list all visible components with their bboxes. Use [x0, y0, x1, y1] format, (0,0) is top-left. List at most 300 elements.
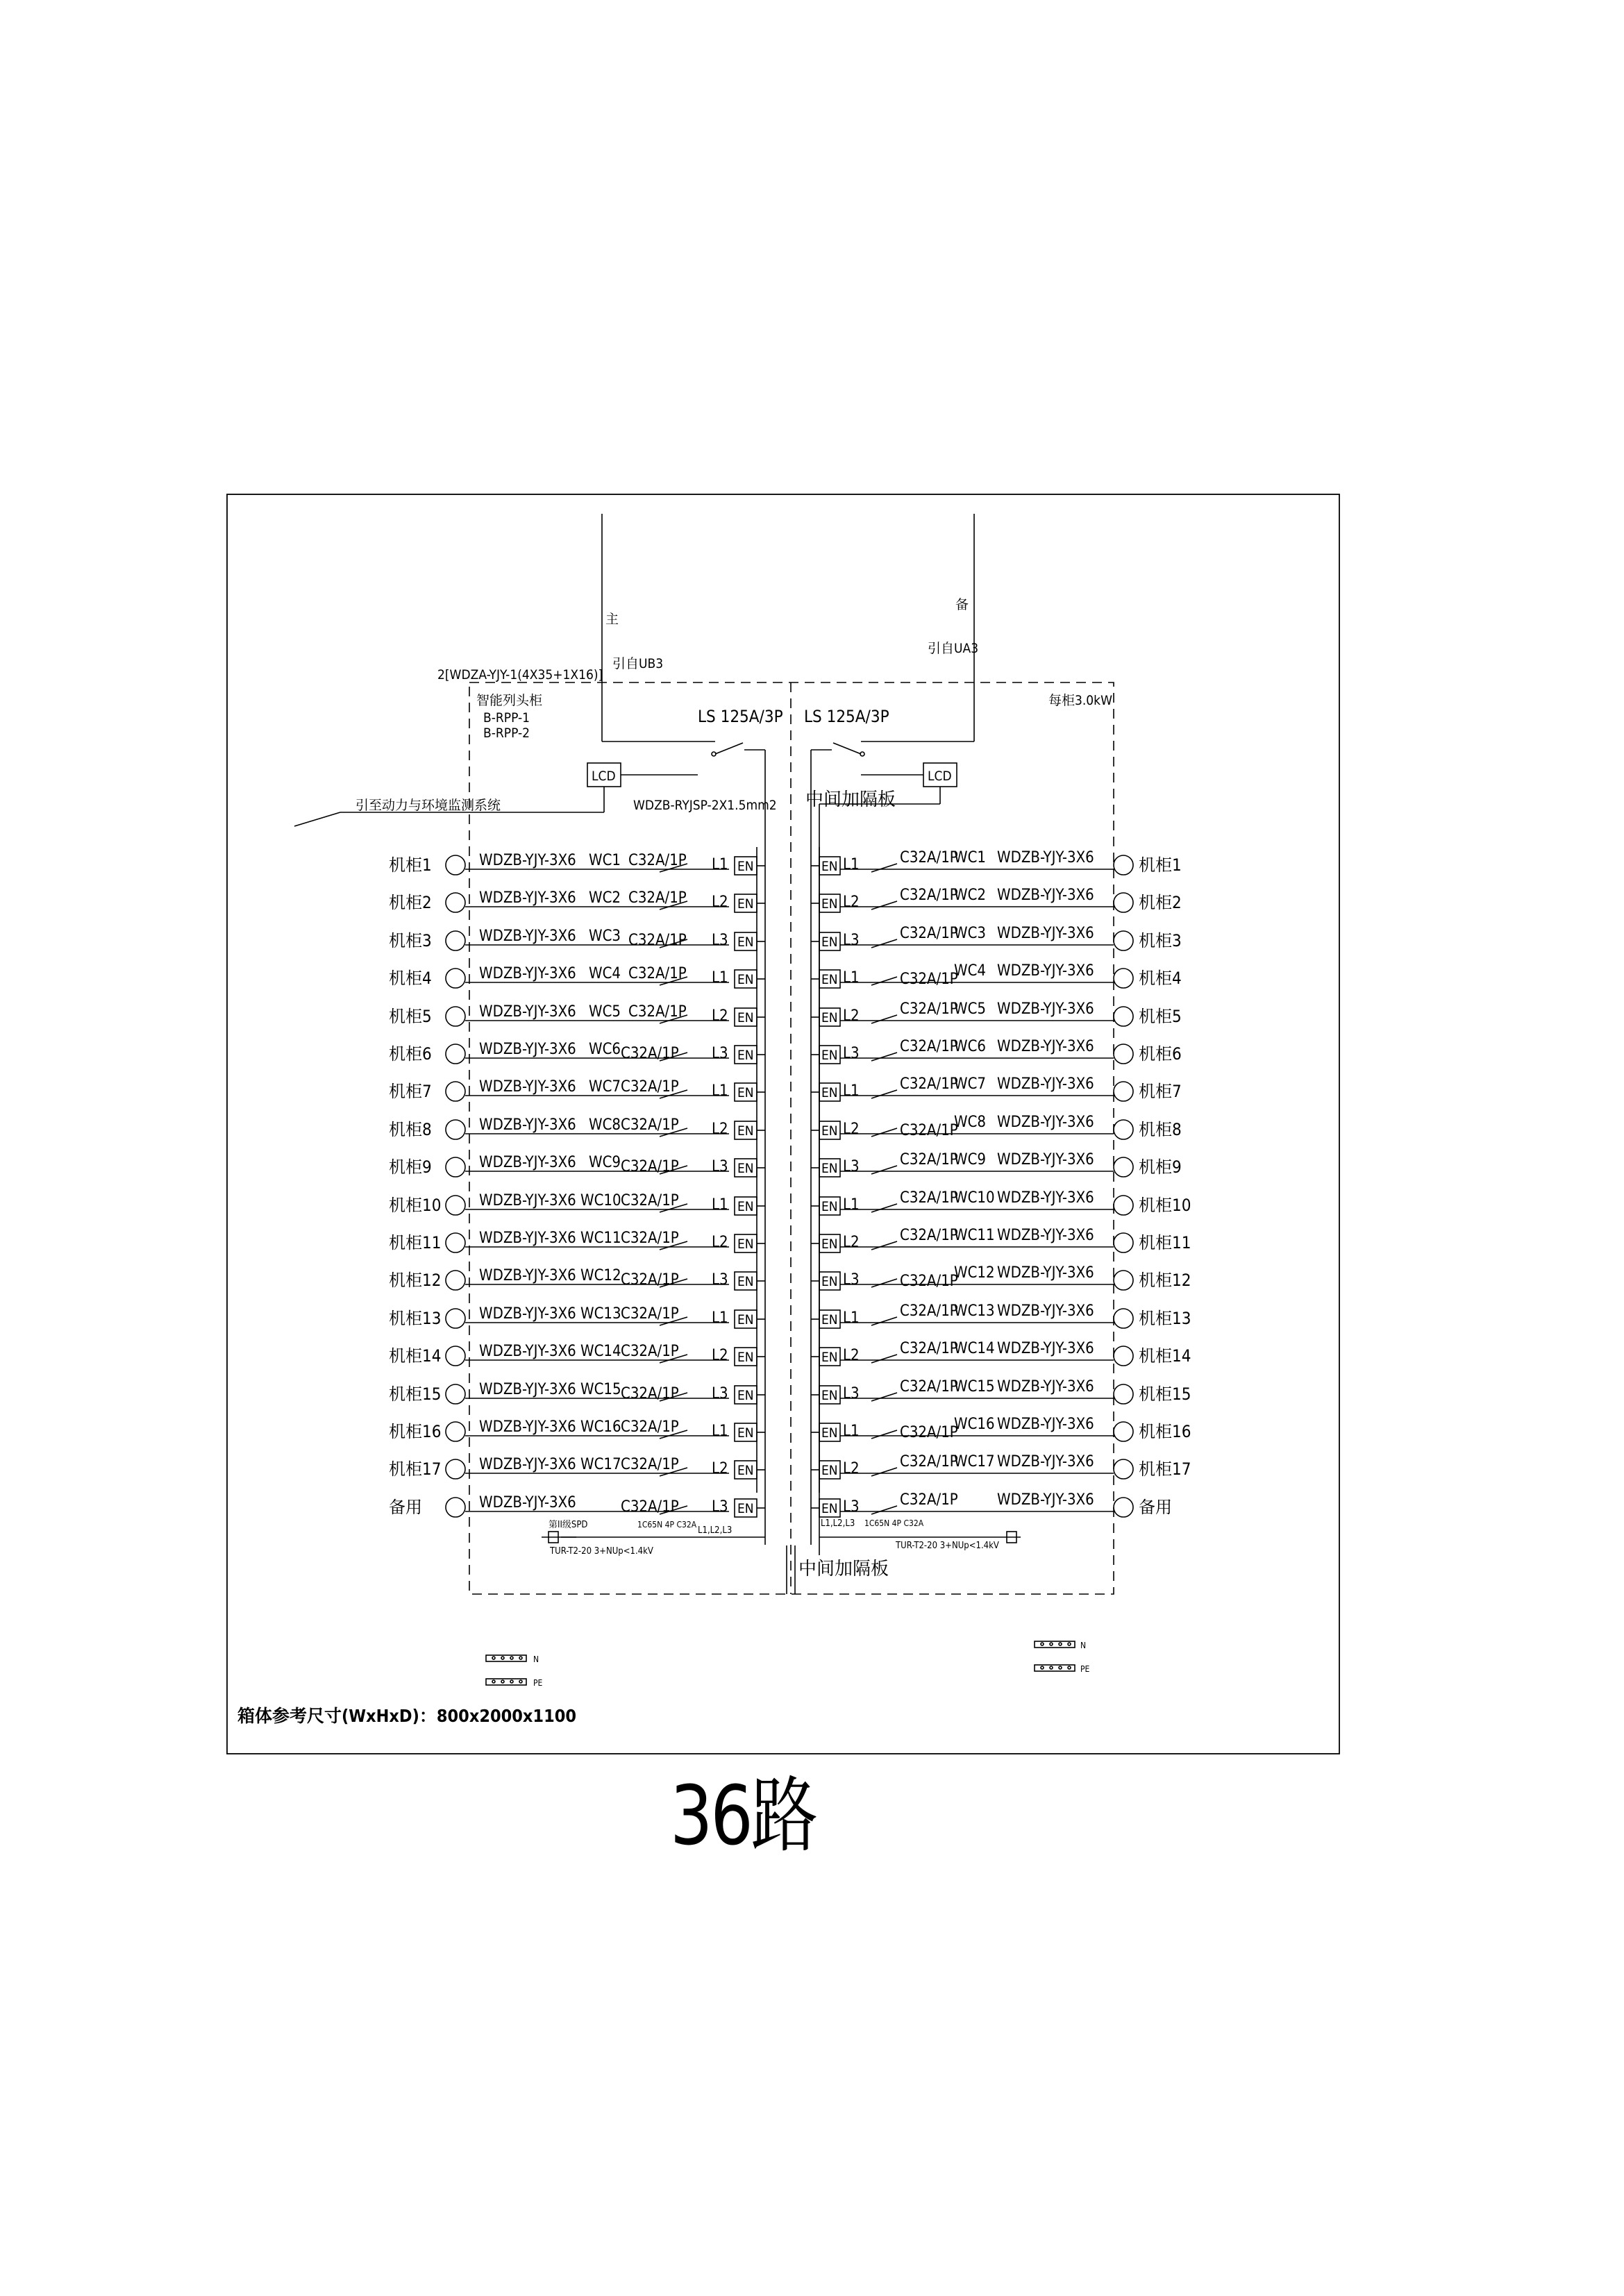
phase-label-left: L3 [712, 1385, 728, 1402]
breaker-label-right: C32A/1P [900, 849, 958, 866]
breaker-label-right: C32A/1P [900, 1302, 958, 1320]
breaker-symbol-right [871, 939, 897, 948]
cabinet-terminal-right [1114, 1309, 1133, 1328]
phase-label-left: L2 [712, 894, 728, 911]
main-breaker-left [701, 741, 765, 1545]
cabinet-terminal-right [1114, 1384, 1133, 1404]
cable-label-right: WDZB-YJY-3X6 [997, 1075, 1094, 1093]
partition-label-bottom: 中间加隔板 [798, 1559, 889, 1579]
incoming-cable-label: 2[WDZA-YJY-1(4X35+1X16)] [437, 667, 603, 682]
breaker-label-left: C32A/1P [621, 1116, 679, 1134]
busbar-pe-right-label: PE [1080, 1664, 1090, 1674]
cabinet-label-right: 机柜10 [1139, 1196, 1191, 1215]
cabinet-terminal-left [446, 1233, 465, 1252]
circuit-id-right: WC12 [954, 1264, 995, 1282]
circuit-row [389, 887, 1182, 912]
busbar-pe-right [1035, 1665, 1075, 1671]
meter-label-right: EN [821, 896, 838, 912]
cabinet-terminal-right [1114, 1346, 1133, 1366]
meter-label-left: EN [737, 1123, 754, 1139]
circuit-id-left: WC9 [589, 1154, 621, 1171]
phase-label-right: L2 [843, 1121, 860, 1138]
cable-label-left: WDZB-YJY-3X6 [479, 1267, 576, 1284]
spd-left-phases: L1,L2,L3 [698, 1525, 733, 1536]
meter-label-left: EN [737, 1312, 754, 1327]
cable-label-left: WDZB-YJY-3X6 [479, 1192, 576, 1209]
circuit-id-left: WC6 [589, 1041, 621, 1058]
breaker-label-left: C32A/1P [621, 1456, 679, 1473]
circuit-id-left: WC5 [589, 1003, 621, 1021]
cable-label-left: WDZB-YJY-3X6 [479, 1305, 576, 1323]
cabinet-label-right: 备用 [1139, 1498, 1172, 1517]
circuit-id-left: WC16 [580, 1418, 621, 1436]
cable-label-right: WDZB-YJY-3X6 [997, 1227, 1094, 1244]
monitor-leader-line [294, 812, 340, 826]
cabinet-terminal-left [446, 1384, 465, 1404]
breaker-label-left: C32A/1P [621, 1385, 679, 1402]
meter-label-left: EN [737, 1161, 754, 1176]
cabinet-label-right: 机柜5 [1139, 1007, 1182, 1026]
cable-label-right: WDZB-YJY-3X6 [997, 1114, 1094, 1131]
cabinet-label-left: 机柜4 [389, 969, 432, 988]
cable-label-right: WDZB-YJY-3X6 [997, 1340, 1094, 1357]
phase-label-right: L3 [843, 1158, 860, 1175]
breaker-label-right: C32A/1P [900, 1075, 958, 1093]
breaker-label-left: C32A/1P [621, 1158, 679, 1175]
breaker-label-left: C32A/1P [621, 1045, 679, 1062]
circuit-row [389, 1000, 1182, 1026]
cabinet-terminal-right [1114, 1498, 1133, 1517]
cabinet-label-right: 机柜6 [1139, 1044, 1182, 1064]
meter-label-right: EN [821, 1048, 838, 1063]
breaker-label-left: C32A/1P [621, 1078, 679, 1096]
circuit-id-right: WC9 [954, 1151, 986, 1168]
cabinet-terminal-right [1114, 893, 1133, 912]
cabinet-label-right: 机柜11 [1139, 1233, 1191, 1252]
cabinet-label-left: 机柜2 [389, 893, 432, 912]
circuit-row [389, 1038, 1182, 1064]
breaker-symbol-right [871, 977, 897, 985]
meter-label-right: EN [821, 1350, 838, 1365]
breaker-label-right: C32A/1P [900, 1151, 958, 1168]
phase-label-right: L3 [843, 1271, 860, 1289]
meter-label-right: EN [821, 1237, 838, 1252]
phase-label-right: L2 [843, 1347, 860, 1364]
meter-label-left: EN [737, 1199, 754, 1214]
spd-left-model: TUR-T2-20 3+NUp<1.4kV [550, 1546, 653, 1557]
busbar-pe-left [486, 1679, 526, 1685]
circuit-id-left: WC11 [580, 1230, 621, 1247]
cable-label-right: WDZB-YJY-3X6 [997, 925, 1094, 942]
cabinet-label-right: 机柜17 [1139, 1459, 1191, 1479]
circuit-row [389, 1264, 1191, 1290]
spd-right-breaker: 1C65N 4P C32A [864, 1518, 924, 1528]
cabinet-terminal-right [1114, 1271, 1133, 1290]
cabinet-label-right: 机柜13 [1139, 1309, 1191, 1328]
busbar-n-left-label: N [533, 1654, 539, 1664]
phase-label-left: L2 [712, 1460, 728, 1477]
cabinet-label-left: 机柜10 [389, 1196, 442, 1215]
meter-label-right: EN [821, 1123, 838, 1139]
meter-label-left: EN [737, 1085, 754, 1100]
cabinet-label-left: 机柜3 [389, 931, 432, 950]
phase-label-right: L1 [843, 1196, 860, 1214]
cabinet-label-right: 机柜7 [1139, 1082, 1182, 1101]
cable-label-left: WDZB-YJY-3X6 [479, 1154, 576, 1171]
circuit-id-right: WC4 [954, 962, 986, 980]
cabinet-label-right: 机柜15 [1139, 1384, 1191, 1404]
cabinet-terminal-right [1114, 1082, 1133, 1101]
panel-id-2: B-RPP-2 [483, 726, 530, 741]
phase-label-right: L3 [843, 932, 860, 949]
cabinet-label-left: 机柜9 [389, 1157, 432, 1177]
standby-feeder-source: 引自UA3 [928, 641, 979, 656]
cabinet-label-right: 机柜12 [1139, 1271, 1191, 1290]
meter-label-right: EN [821, 1010, 838, 1025]
breaker-symbol-right [871, 1468, 897, 1476]
phase-label-left: L1 [712, 1309, 728, 1327]
phase-label-right: L2 [843, 1234, 860, 1251]
panel-id-1: B-RPP-1 [483, 710, 530, 726]
breaker-label-left: C32A/1P [628, 1003, 687, 1021]
breaker-symbol-right [871, 1241, 897, 1250]
meter-label-right: EN [821, 972, 838, 987]
meter-label-left: EN [737, 1237, 754, 1252]
breaker-label-right: C32A/1P [900, 1340, 958, 1357]
cable-label-left: WDZB-YJY-3X6 [479, 1381, 576, 1398]
breaker-symbol-right [871, 1393, 897, 1401]
cable-label-right: WDZB-YJY-3X6 [997, 1453, 1094, 1470]
circuit-id-right: WC15 [954, 1378, 995, 1396]
circuit-id-right: WC17 [954, 1453, 995, 1470]
phase-label-left: L2 [712, 1347, 728, 1364]
cabinet-label-left: 机柜6 [389, 1044, 432, 1064]
page-caption: 36路 [669, 1768, 817, 1863]
meter-label-left: EN [737, 1350, 754, 1365]
cabinet-label-left: 机柜16 [389, 1422, 442, 1441]
phase-label-left: L1 [712, 1423, 728, 1440]
cabinet-label-right: 机柜1 [1139, 855, 1182, 875]
circuit-id-right: WC2 [954, 887, 986, 904]
breaker-label-left: C32A/1P [621, 1418, 679, 1436]
circuit-id-left: WC14 [580, 1343, 621, 1360]
cable-label-right: WDZB-YJY-3X6 [997, 1000, 1094, 1018]
circuit-row [389, 1416, 1191, 1441]
spd-right-phases: L1,L2,L3 [821, 1518, 855, 1529]
cabinet-terminal-right [1114, 1007, 1133, 1026]
circuit-id-left: WC12 [580, 1267, 621, 1284]
cabinet-terminal-left [446, 1422, 465, 1441]
phase-label-right: L1 [843, 1082, 860, 1100]
meter-label-right: EN [821, 1161, 838, 1176]
phase-label-left: L1 [712, 856, 728, 873]
circuit-row [389, 849, 1182, 875]
phase-label-right: L1 [843, 1423, 860, 1440]
cabinet-label-left: 机柜15 [389, 1384, 442, 1404]
cabinet-terminal-left [446, 1082, 465, 1101]
cable-label-left: WDZB-YJY-3X6 [479, 889, 576, 907]
phase-label-right: L1 [843, 856, 860, 873]
meter-label-right: EN [821, 1274, 838, 1289]
phase-label-left: L1 [712, 1196, 728, 1214]
breaker-label-right: C32A/1P [900, 1424, 958, 1441]
cable-label-left: WDZB-YJY-3X6 [479, 928, 576, 945]
circuit-row [389, 1189, 1191, 1215]
phase-label-right: L2 [843, 894, 860, 911]
cabinet-terminal-right [1114, 931, 1133, 950]
meter-label-right: EN [821, 1199, 838, 1214]
busbar-n-right-label: N [1080, 1641, 1087, 1650]
breaker-label-left: C32A/1P [621, 1271, 679, 1289]
power-note: 每柜3.0kW [1048, 693, 1112, 708]
main-feeder-source: 引自UB3 [612, 656, 664, 671]
cabinet-label-right: 机柜2 [1139, 893, 1182, 912]
breaker-symbol-right [871, 1128, 897, 1137]
meter-label-left: EN [737, 1010, 754, 1025]
cabinet-terminal-left [446, 1459, 465, 1479]
cable-label-left: WDZB-YJY-3X6 [479, 1041, 576, 1058]
cabinet-terminal-right [1114, 969, 1133, 988]
meter-label-left: EN [737, 896, 754, 912]
breaker-symbol-right [871, 864, 897, 872]
cabinet-terminal-left [446, 1007, 465, 1026]
cable-label-left: WDZB-YJY-3X6 [479, 1418, 576, 1436]
phase-label-left: L3 [712, 1158, 728, 1175]
breaker-label-left: C32A/1P [621, 1230, 679, 1247]
meter-label-left: EN [737, 1388, 754, 1403]
circuit-row [389, 1340, 1191, 1366]
meter-label-left: EN [737, 1048, 754, 1063]
standby-feeder-mark: 备 [955, 597, 969, 612]
phase-label-right: L2 [843, 1007, 860, 1025]
phase-label-left: L3 [712, 1498, 728, 1516]
circuit-row [389, 1491, 1172, 1517]
cabinet-label-left: 机柜8 [389, 1120, 432, 1139]
cable-label-right: WDZB-YJY-3X6 [997, 849, 1094, 866]
circuit-row [389, 1114, 1182, 1139]
meter-label-left: EN [737, 859, 754, 874]
phase-label-left: L2 [712, 1121, 728, 1138]
breaker-symbol-right [871, 1506, 897, 1514]
meter-label-right: EN [821, 1463, 838, 1478]
circuit-id-right: WC11 [954, 1227, 995, 1244]
cabinet-label-left: 机柜17 [389, 1459, 442, 1479]
breaker-label-left: C32A/1P [621, 1343, 679, 1360]
cable-label-right: WDZB-YJY-3X6 [997, 962, 1094, 980]
cabinet-label-left: 机柜7 [389, 1082, 432, 1101]
breaker-label-left: C32A/1P [621, 1498, 679, 1516]
breaker-symbol-right [871, 1053, 897, 1061]
meter-label-left: EN [737, 935, 754, 950]
circuit-id-left: WC17 [580, 1456, 621, 1473]
breaker-label-right: C32A/1P [900, 1038, 958, 1055]
circuit-id-right: WC16 [954, 1416, 995, 1433]
breaker-symbol-right [871, 1166, 897, 1174]
cable-label-right: WDZB-YJY-3X6 [997, 1416, 1094, 1433]
cable-label-right: WDZB-YJY-3X6 [997, 1302, 1094, 1320]
circuit-id-right: WC13 [954, 1302, 995, 1320]
circuit-id-right: WC5 [954, 1000, 986, 1018]
phase-label-left: L3 [712, 1045, 728, 1062]
cabinet-label-left: 机柜13 [389, 1309, 442, 1328]
size-note: 箱体参考尺寸(WxHxD)：800x2000x1100 [237, 1706, 577, 1726]
monitor-note: 引至动力与环境监测系统 [355, 798, 501, 813]
breaker-label-right: C32A/1P [900, 1453, 958, 1470]
breaker-label-right: C32A/1P [900, 971, 958, 988]
phase-label-left: L2 [712, 1007, 728, 1025]
circuit-row [389, 1378, 1191, 1404]
circuit-id-left: WC3 [589, 928, 621, 945]
cabinet-label-right: 机柜8 [1139, 1120, 1182, 1139]
cabinet-terminal-left [446, 969, 465, 988]
meter-label-left: EN [737, 1425, 754, 1441]
breaker-label-right: C32A/1P [900, 1491, 958, 1509]
cabinet-terminal-right [1114, 1044, 1133, 1064]
lcd-label-right: LCD [928, 769, 952, 784]
circuit-row [389, 1302, 1191, 1328]
spd-left-label: 第II级SPD [549, 1520, 588, 1530]
meter-label-right: EN [821, 1425, 838, 1441]
phase-label-left: L1 [712, 1082, 728, 1100]
breaker-label-left: C32A/1P [628, 889, 687, 907]
circuit-row [389, 1227, 1191, 1252]
cabinet-terminal-left [446, 855, 465, 875]
cable-label-right: WDZB-YJY-3X6 [997, 1264, 1094, 1282]
cabinet-terminal-right [1114, 1422, 1133, 1441]
meter-label-right: EN [821, 1388, 838, 1403]
circuit-id-left: WC8 [589, 1116, 621, 1134]
cabinet-terminal-left [446, 1196, 465, 1215]
meter-label-right: EN [821, 1501, 838, 1516]
cabinet-terminal-right [1114, 1157, 1133, 1177]
phase-label-left: L1 [712, 969, 728, 987]
circuit-id-left: WC10 [580, 1192, 621, 1209]
cable-label-right: WDZB-YJY-3X6 [997, 1038, 1094, 1055]
cabinet-label-right: 机柜3 [1139, 931, 1182, 950]
spd-left-breaker: 1C65N 4P C32A [637, 1520, 697, 1530]
busbar-n-right [1035, 1641, 1075, 1648]
breaker-symbol-right [871, 1355, 897, 1363]
main-breaker-right-label: LS 125A/3P [804, 707, 889, 726]
phase-label-left: L2 [712, 1234, 728, 1251]
cabinet-label-left: 机柜5 [389, 1007, 432, 1026]
main-feeder-mark: 主 [605, 612, 619, 627]
busbar-pe-left-label: PE [533, 1678, 543, 1688]
circuit-id-right: WC1 [954, 849, 986, 866]
cabinet-terminal-left [446, 1157, 465, 1177]
cabinet-terminal-left [446, 1346, 465, 1366]
cabinet-terminal-right [1114, 855, 1133, 875]
breaker-label-right: C32A/1P [900, 1378, 958, 1396]
circuit-id-left: WC7 [589, 1078, 621, 1096]
circuit-row [389, 1453, 1191, 1479]
breaker-symbol-right [871, 901, 897, 910]
cabinet-label-left: 机柜14 [389, 1346, 442, 1366]
meter-label-left: EN [737, 1501, 754, 1516]
cabinet-terminal-left [446, 1271, 465, 1290]
circuit-row [389, 1151, 1182, 1177]
phase-label-right: L3 [843, 1498, 860, 1516]
cable-label-left: WDZB-YJY-3X6 [479, 1456, 576, 1473]
circuit-row [389, 925, 1182, 950]
breaker-label-left: C32A/1P [628, 932, 687, 949]
meter-label-right: EN [821, 1085, 838, 1100]
phase-label-left: L3 [712, 932, 728, 949]
cable-label-left: WDZB-YJY-3X6 [479, 1230, 576, 1247]
circuit-id-right: WC10 [954, 1189, 995, 1207]
meter-label-left: EN [737, 972, 754, 987]
cabinet-label-left: 机柜11 [389, 1233, 442, 1252]
meter-label-right: EN [821, 1312, 838, 1327]
cabinet-label-right: 机柜16 [1139, 1422, 1191, 1441]
cabinet-terminal-left [446, 931, 465, 950]
phase-label-left: L3 [712, 1271, 728, 1289]
panel-name: 智能列头柜 [476, 693, 543, 708]
breaker-label-left: C32A/1P [621, 1305, 679, 1323]
cabinet-terminal-left [446, 1498, 465, 1517]
circuit-id-right: WC8 [954, 1114, 986, 1131]
circuit-row [389, 962, 1182, 988]
phase-label-right: L3 [843, 1385, 860, 1402]
phase-label-right: L2 [843, 1460, 860, 1477]
meter-label-left: EN [737, 1463, 754, 1478]
busbar-n-left [486, 1655, 526, 1661]
lcd-label-left: LCD [592, 769, 616, 784]
breaker-label-right: C32A/1P [900, 1122, 958, 1139]
cable-label-left: WDZB-YJY-3X6 [479, 1343, 576, 1360]
circuit-id-right: WC14 [954, 1340, 995, 1357]
circuit-id-right: WC7 [954, 1075, 986, 1093]
breaker-symbol-right [871, 1090, 897, 1098]
cable-label-right: WDZB-YJY-3X6 [997, 1151, 1094, 1168]
circuit-id-left: WC13 [580, 1305, 621, 1323]
phase-label-right: L1 [843, 1309, 860, 1327]
cable-label-left: WDZB-YJY-3X6 [479, 1003, 576, 1021]
cable-label-left: WDZB-YJY-3X6 [479, 965, 576, 982]
cabinet-terminal-left [446, 1309, 465, 1328]
breaker-symbol-right [871, 1015, 897, 1023]
cabinet-label-right: 机柜9 [1139, 1157, 1182, 1177]
cable-label-right: WDZB-YJY-3X6 [997, 887, 1094, 904]
cable-label-left: WDZB-YJY-3X6 [479, 1494, 576, 1511]
cable-label-right: WDZB-YJY-3X6 [997, 1491, 1094, 1509]
phase-label-right: L3 [843, 1045, 860, 1062]
cabinet-label-left: 机柜1 [389, 855, 432, 875]
breaker-symbol-right [871, 1204, 897, 1212]
partition-label-top: 中间加隔板 [805, 789, 896, 810]
cabinet-terminal-left [446, 893, 465, 912]
breaker-label-right: C32A/1P [900, 1189, 958, 1207]
cabinet-terminal-right [1114, 1459, 1133, 1479]
breaker-label-right: C32A/1P [900, 1273, 958, 1290]
breaker-label-right: C32A/1P [900, 925, 958, 942]
cabinet-terminal-right [1114, 1196, 1133, 1215]
cable-label-left: WDZB-YJY-3X6 [479, 1078, 576, 1096]
circuit-row [389, 1075, 1182, 1101]
circuit-id-left: WC15 [580, 1381, 621, 1398]
breaker-symbol-right [871, 1317, 897, 1325]
phase-label-right: L1 [843, 969, 860, 987]
cable-label-right: WDZB-YJY-3X6 [997, 1189, 1094, 1207]
breaker-symbol-right [871, 1430, 897, 1439]
breaker-label-right: C32A/1P [900, 887, 958, 904]
cabinet-label-right: 机柜14 [1139, 1346, 1191, 1366]
breaker-label-right: C32A/1P [900, 1000, 958, 1018]
cable-label-left: WDZB-YJY-3X6 [479, 852, 576, 869]
main-breaker-left-label: LS 125A/3P [698, 707, 783, 726]
cabinet-terminal-right [1114, 1233, 1133, 1252]
cabinet-terminal-left [446, 1120, 465, 1139]
